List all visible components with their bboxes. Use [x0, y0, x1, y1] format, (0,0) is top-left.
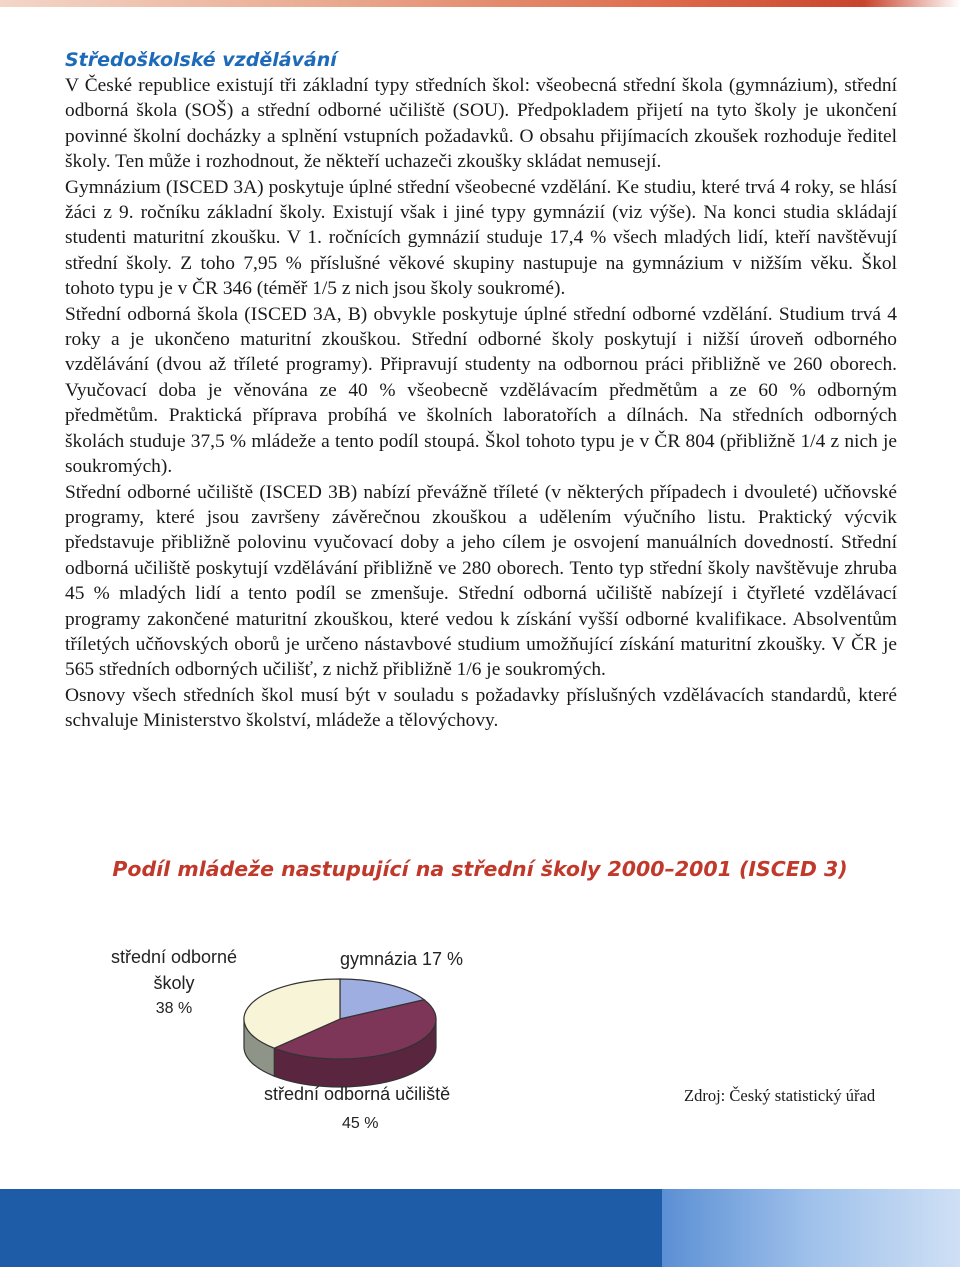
top-accent-bar: [0, 0, 960, 7]
label-sou-value: 45 %: [342, 1115, 379, 1132]
label-sos-value: 38 %: [155, 1000, 193, 1017]
article: [65, 48, 897, 734]
label-sos-line2: školy: [153, 973, 195, 993]
pie-chart: [90, 935, 550, 1145]
chart-title: Podíl mládeže nastupující na střední školy 2000–2001 (ISCED 3): [112, 857, 848, 881]
label-sou-name: střední odborná učiliště: [264, 1084, 451, 1104]
section-heading: Středoškolské vzdělávání: [65, 49, 337, 71]
bottom-bar-dark: [0, 1189, 662, 1267]
paragraph-intro: V České republice existují tři základní typy středních škol: všeobecná střední škola (gymnázium), střední odborná škola (SOŠ) a střední odborné učiliště (SOU). Předpokladem přijetí na tyto školy je ukončení povinné školní docházky a splnění vstupních požadavků. O obsahu přijímacích zkoušek rozhoduje ředitel školy. Ten může i rozhodnout, že někteří uchazeči zkoušky skládat nemusejí.: [65, 75, 897, 173]
label-sos-line1: střední odborné: [110, 947, 238, 967]
source-note: Zdroj: Český statistický úřad: [684, 1086, 876, 1105]
bottom-bar-light: [662, 1189, 960, 1267]
label-gymnazia: gymnázia 17 %: [340, 949, 464, 969]
paragraph-sou: Střední odborné učiliště (ISCED 3B) nabízí převážně tříleté (v některých případech i dvouleté) učňovské programy, které jsou završeny závěrečnou zkouškou a udělením výučního listu. Praktický výcvik představuje přibližně polovinu vyučovací doby a jeho cílem je osvojení manuálních dovedností. Střední odborná učiliště poskytují vzdělávání přibližně ve 280 oborech. Tento typ střední školy navštěvuje zhruba 45 % mladých lidí a tento podíl se zmenšuje. Střední odborná učiliště nabízejí i čtyřleté vzdělávací programy zakončené maturitní zkouškou, které vedou k získání vyšší odborné kvalifikace. Absolventům tříletých učňovských oborů je určeno nástavbové studium umožňující získání maturitní zkoušky. V ČR je 565 středních odborných učilišť, z nichž přibližně 1/6 je soukromých.: [65, 481, 897, 681]
paragraph-sos: Střední odborná škola (ISCED 3A, B) obvykle poskytuje úplné střední odborné vzdělání. Studium trvá 4 roky a je ukončeno maturitní zkouškou. Střední odborné školy poskytují i nižší úroveň odborného vzdělávání (dvou až tříleté programy). Připravují studenty na odbornou práci přibližně ve 260 oborech. Vyučovací doba je věnována ze 40 % všeobecně vzdělávacím předmětům a ze 60 % odborným předmětům. Praktická příprava probíhá ve školních laboratořích a dílnách. Na středních odborných školách studuje 37,5 % mládeže a tento podíl stoupá. Škol tohoto typu je v ČR 804 (přibližně 1/4 z nich je soukromých).: [65, 303, 897, 478]
paragraph-gymnasium: Gymnázium (ISCED 3A) poskytuje úplné střední všeobecné vzdělání. Ke studiu, které trvá 4 roky, se hlásí žáci z 9. ročníku základní školy. Existují však i jiné typy gymnázií (viz výše). Na konci studia skládají studenti maturitní zkoušku. V 1. ročnících gymnázií studuje 17,4 % všech mladých lidí, kteří navštěvují střední školy. Z toho 7,95 % příslušné věkové skupiny nastupuje na gymnázium v nižším věku. Škol tohoto typu je v ČR 346 (téměř 1/5 z nich jsou školy soukromé).: [65, 176, 897, 300]
paragraph-curricula: Osnovy všech středních škol musí být v souladu s požadavky příslušných vzdělávacích standardů, které schvaluje Ministerstvo školství, mládeže a tělovýchovy.: [65, 684, 897, 732]
label-sos: [93, 944, 255, 1022]
